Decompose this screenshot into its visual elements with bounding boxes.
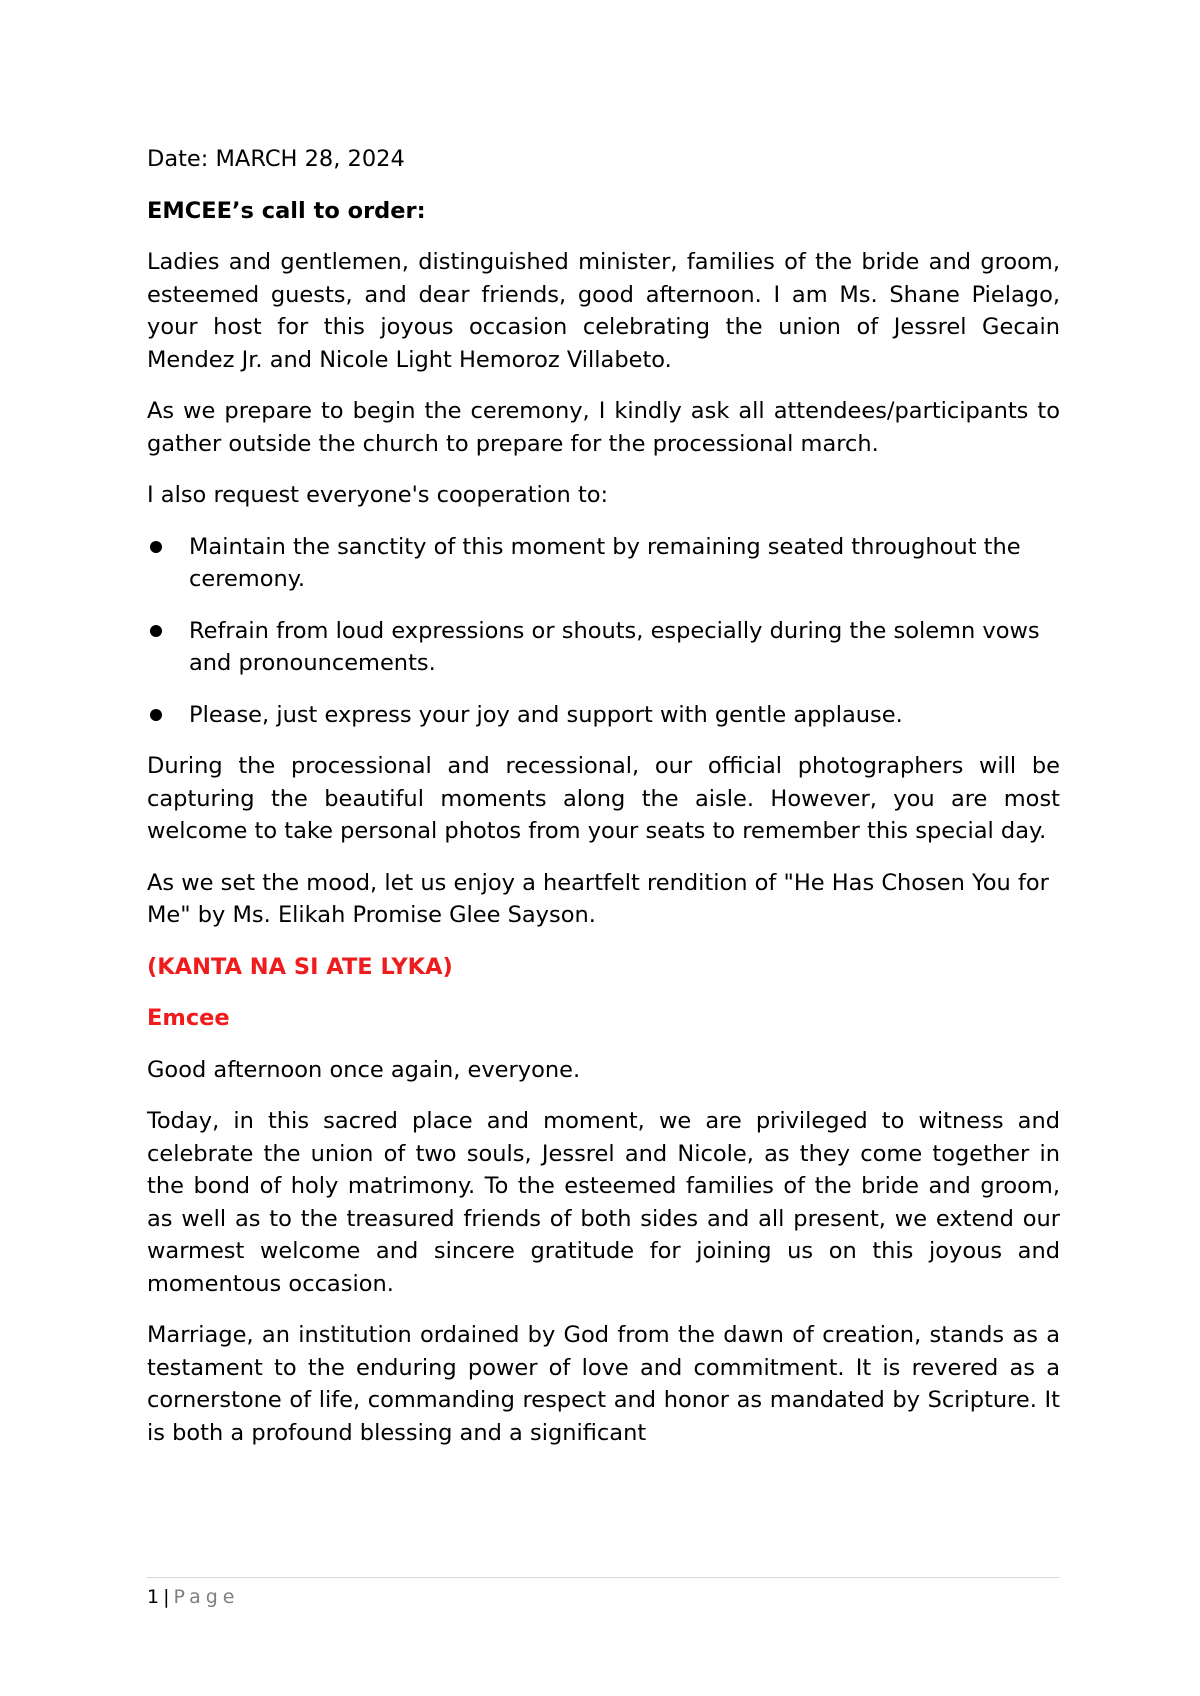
paragraph-gather: As we prepare to begin the ceremony, I kindly ask all attendees/participants to gather outside the church to prepare for the processional march. bbox=[147, 398, 1060, 457]
footer-divider bbox=[147, 1577, 1060, 1578]
paragraph-request: I also request everyone's cooperation to: bbox=[147, 482, 609, 508]
list-item-text: Refrain from loud expressions or shouts, especially during the solemn vows and pronouncements. bbox=[189, 617, 1040, 676]
section-heading: EMCEE’s call to order: bbox=[147, 197, 426, 224]
paragraph-marriage: Marriage, an institution ordained by God from the dawn of creation, stands as a testament to the enduring power of love and commitment. It is revered as a cornerstone of life, commanding respect and honor as mandated by Scripture. It is both a profound blessing and a significant bbox=[147, 1322, 1060, 1446]
paragraph-greeting: Good afternoon once again, everyone. bbox=[147, 1056, 581, 1083]
list-item bbox=[147, 699, 1060, 732]
page-footer bbox=[147, 1584, 240, 1610]
speaker-label: Emcee bbox=[147, 1005, 230, 1031]
footer-separator: | bbox=[163, 1586, 170, 1608]
paragraph-union: Today, in this sacred place and moment, we are privileged to witness and celebrate the union of two souls, Jessrel and Nicole, as they come together in the bond of holy matrimony. To the esteemed families of the bride and groom, as well as to the treasured friends of both sides and all present, we extend our warmest welcome and sincere gratitude for joining us on this joyous and momentous occasion. bbox=[147, 1108, 1060, 1297]
document-body bbox=[147, 143, 1060, 1468]
bullet-icon bbox=[150, 541, 162, 553]
cooperation-list bbox=[147, 531, 1060, 732]
document-page bbox=[147, 0, 1060, 1696]
page-number: 1 bbox=[147, 1586, 160, 1608]
list-item bbox=[147, 531, 1060, 596]
paragraph-welcome: Ladies and gentlemen, distinguished minister, families of the bride and groom, esteemed guests, and dear friends, good afternoon. I am Ms. Shane Pielago, your host for this joyous occasion celebrating the union of Jessrel Gecain Mendez Jr. and Nicole Light Hemoroz Villabeto. bbox=[147, 249, 1060, 373]
date-line: Date: MARCH 28, 2024 bbox=[147, 146, 405, 172]
stage-cue: (KANTA NA SI ATE LYKA) bbox=[147, 953, 453, 980]
page-label: Page bbox=[173, 1586, 240, 1608]
paragraph-photos: During the processional and recessional, our official photographers will be capturing the beautiful moments along the aisle. However, you are most welcome to take personal photos from your seats to remember this special day. bbox=[147, 753, 1060, 844]
bullet-icon bbox=[150, 709, 162, 721]
list-item-text: Maintain the sanctity of this moment by remaining seated throughout the ceremony. bbox=[189, 533, 1021, 592]
list-item bbox=[147, 615, 1060, 680]
bullet-icon bbox=[150, 625, 162, 637]
paragraph-song-intro: As we set the mood, let us enjoy a heartfelt rendition of "He Has Chosen You for Me" by Ms. Elikah Promise Glee Sayson. bbox=[147, 869, 1049, 928]
list-item-text: Please, just express your joy and support with gentle applause. bbox=[189, 701, 903, 728]
